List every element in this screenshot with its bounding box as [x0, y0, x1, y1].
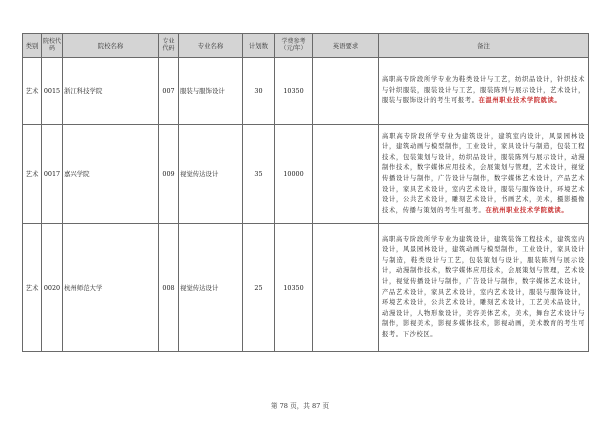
cell-school-name: 浙江科技学院 [63, 58, 159, 125]
cell-school-code: 0020 [42, 224, 63, 352]
cell-major-name: 服装与服饰设计 [179, 58, 243, 125]
table-row [23, 125, 589, 224]
cell-major-code: 009 [159, 125, 179, 224]
cell-english [313, 125, 379, 224]
cell-school-name: 嘉兴学院 [63, 125, 159, 224]
cell-remark [379, 58, 589, 125]
header-english: 英语要求 [313, 34, 379, 58]
remark-text: 高职高专阶段所学专业为建筑设计，建筑室内设计，风景园林设计，建筑动画与模型制作，工业设计，家具设计与制造，包装工程技术，包装策划与设计，纺织品设计，服装陈列与展示设计，动漫制作技术，数字媒体应用技术，会展策划与管理，艺术设计，视觉传播设计与制作，广告设计与制作，数字媒体艺术设计，产品艺术设计，家具艺术设计，室内艺术设计，服装与服饰设计，环境艺术设计，公共艺术设计，雕刻艺术设计，书画艺术，美术，摄影摄像技术，传播与策划的考生可报考。 [382, 132, 585, 214]
cell-english [313, 224, 379, 352]
header-plan: 计划数 [243, 34, 275, 58]
cell-plan: 30 [243, 58, 275, 125]
cell-category: 艺术 [23, 125, 42, 224]
cell-major-code: 008 [159, 224, 179, 352]
header-tuition: 学费参考（元/年） [275, 34, 313, 58]
header-remarks: 备注 [379, 34, 589, 58]
header-major-code: 专业代码 [159, 34, 179, 58]
remark-text: 高职高专阶段所学专业为建筑设计，建筑装饰工程技术，建筑室内设计，风景园林设计，建筑动画与模型制作，工业设计，家具设计与制造，鞋类设计与工艺，包装策划与设计，服装陈列与展示设计，动漫制作技术，数字媒体应用技术，会展策划与管理，艺术设计，视觉传播设计与制作，广告设计与制作，数字媒体艺术设计，产品艺术设计，家具艺术设计，室内艺术设计，服装与服饰设计，环境艺术设计，公共艺术设计，雕刻艺术设计，工艺美术品设计，动漫设计，人物形象设计，美容美体艺术，美术，舞台艺术设计与制作，影视美术，影视多媒体技术，影视动画，美术教育的考生可报考。下沙校区。 [382, 235, 585, 338]
cell-school-code: 0017 [42, 125, 63, 224]
cell-english [313, 58, 379, 125]
cell-remark [379, 224, 589, 352]
cell-major-code: 007 [159, 58, 179, 125]
cell-school-name: 杭州师范大学 [63, 224, 159, 352]
admission-table [22, 33, 589, 352]
header-row [23, 34, 589, 58]
header-major-name: 专业名称 [179, 34, 243, 58]
cell-remark [379, 125, 589, 224]
table-row [23, 58, 589, 125]
remark-highlight: 在温州职业技术学院就读。 [478, 97, 562, 105]
cell-tuition: 10350 [275, 58, 313, 125]
table-row [23, 224, 589, 352]
cell-major-name: 视觉传达设计 [179, 224, 243, 352]
cell-tuition: 10000 [275, 125, 313, 224]
header-school-code: 院校代码 [42, 34, 63, 58]
cell-tuition: 10350 [275, 224, 313, 352]
cell-category: 艺术 [23, 58, 42, 125]
cell-major-name: 视觉传达设计 [179, 125, 243, 224]
header-school-name: 院校名称 [63, 34, 159, 58]
cell-plan: 35 [243, 125, 275, 224]
cell-category: 艺术 [23, 224, 42, 352]
remark-highlight: 在杭州职业技术学院就读。 [485, 206, 569, 214]
remark-text: 高职高专阶段所学专业为鞋类设计与工艺，纺织品设计，针织技术与针织服装，服装设计与工艺，服装陈列与展示设计，艺术设计，服装与服饰设计的考生可报考。 [382, 76, 585, 105]
cell-plan: 25 [243, 224, 275, 352]
cell-school-code: 0015 [42, 58, 63, 125]
page-number: 第 78 页，共 87 页 [270, 402, 330, 410]
header-category: 类别 [23, 34, 42, 58]
